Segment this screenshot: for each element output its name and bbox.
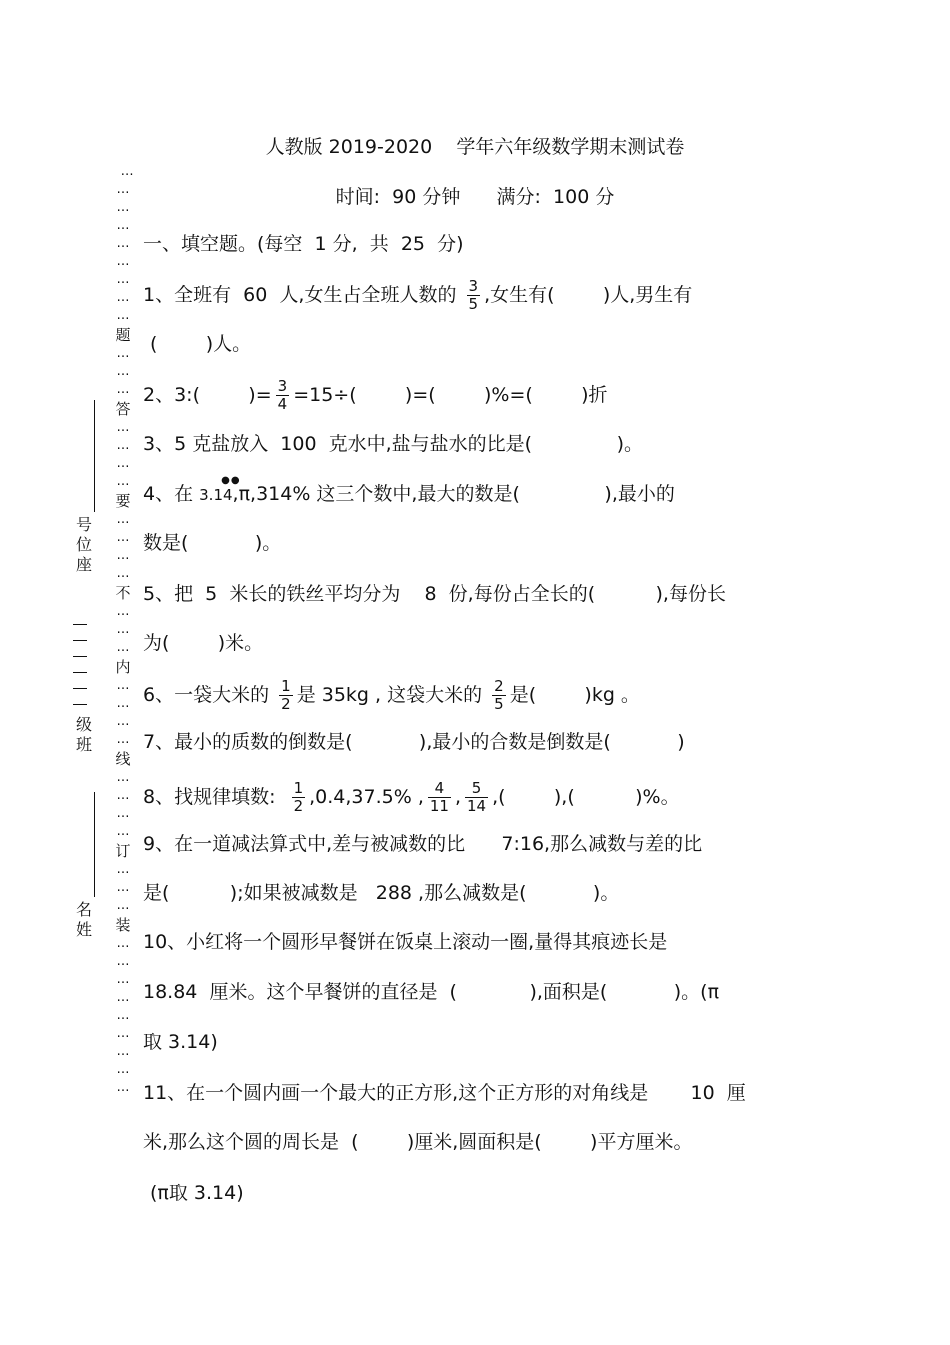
question-11-line-1: 11、在一个圆内画一个最大的正方形,这个正方形的对角线是 10 厘	[143, 1082, 746, 1104]
margin-word-yao: 要	[115, 492, 131, 510]
q1-text-b: ,女生有( )人,男生有	[484, 284, 693, 306]
margin-word-da: 答	[115, 400, 131, 418]
question-11-line-2: 米,那么这个圆的周长是 ( )厘米,圆面积是( )平方厘米。	[143, 1131, 693, 1153]
margin-word-xian: 线	[115, 750, 131, 768]
margin-dots: … … … … … … … … …	[116, 164, 134, 323]
question-4-line-1	[143, 475, 675, 508]
margin-word-nei: 内	[115, 658, 131, 676]
question-2	[143, 378, 608, 413]
q6-text-c: 是( )kg 。	[509, 684, 640, 706]
name-label: 名姓	[75, 900, 92, 939]
class-dash	[73, 672, 87, 673]
question-10-line-1: 10、小红将一个圆形早餐饼在饭桌上滚动一圈,量得其痕迹长是	[143, 931, 668, 953]
fraction-2-5	[492, 678, 506, 713]
margin-dots: … … … …	[116, 420, 130, 489]
margin-dots: … … …	[116, 346, 130, 397]
class-dash	[73, 624, 87, 625]
seat-label: 号位座	[75, 515, 92, 574]
repeating-dots: ●●	[221, 475, 241, 486]
q2-text-b: =15÷( )=( )%=( )折	[293, 384, 608, 406]
margin-word-bu: 不	[115, 584, 131, 602]
repeating-number: 3.14	[199, 486, 233, 504]
fraction-numerator: 3	[468, 277, 479, 295]
margin-dots: … … …	[116, 862, 130, 913]
q1-text-a: 1、全班有 60 人,女生占全班人数的	[143, 284, 463, 306]
margin-dots: … … … …	[116, 512, 130, 581]
question-5-line-1: 5、把 5 米长的铁丝平均分为 8 份,每份占全长的( ),每份长	[143, 583, 726, 605]
fraction-denominator: 11	[429, 797, 449, 815]
fraction-denominator: 4	[277, 395, 288, 413]
question-10-line-3: 取 3.14)	[143, 1031, 218, 1053]
question-7: 7、最小的质数的倒数是( ),最小的合数是倒数是( )	[143, 731, 685, 753]
class-dash	[73, 704, 87, 705]
margin-dots: … … … …	[116, 770, 130, 839]
question-8	[143, 780, 680, 815]
margin-word-zhuang: 装	[115, 916, 131, 934]
exam-title: 人教版 2019-2020 学年六年级数学期末测试卷	[265, 136, 685, 158]
question-9-line-2: 是( );如果被减数是 288 ,那么减数是( )。	[143, 882, 620, 904]
fraction-denominator: 5	[494, 695, 504, 713]
q4-text-b: ,π,314% 这三个数中,最大的数是( ),最小的	[232, 483, 675, 505]
fraction-3-4	[276, 378, 290, 413]
binding-margin-column	[112, 145, 134, 1097]
fraction-numerator: 2	[494, 677, 504, 695]
q8-text-d: ,( ),( )%。	[492, 786, 680, 808]
q2-text-a: 2、3:( )=	[143, 384, 272, 406]
seat-line	[94, 400, 95, 512]
class-dash	[73, 640, 87, 641]
question-10-line-2: 18.84 厘米。这个早餐饼的直径是 ( ),面积是( )。(π	[143, 981, 720, 1003]
repeating-decimal	[199, 475, 241, 508]
class-dash	[73, 688, 87, 689]
section-heading: 一、填空题。(每空 1 分, 共 25 分)	[143, 233, 464, 255]
question-1-line-1	[143, 278, 692, 313]
question-4-line-2: 数是( )。	[143, 532, 282, 554]
fraction-4-11	[428, 780, 451, 815]
margin-word-ti: 题	[115, 326, 131, 344]
q8-text-c: ,	[454, 786, 461, 808]
question-5-line-2: 为( )米。	[143, 632, 264, 654]
name-line	[94, 792, 95, 897]
fraction-denominator: 14	[467, 797, 487, 815]
q8-text-b: ,0.4,37.5% ,	[309, 786, 424, 808]
fraction-3-5	[467, 278, 481, 313]
fraction-numerator: 5	[465, 780, 488, 798]
fraction-denominator: 5	[468, 295, 479, 313]
margin-dots: … … …	[116, 604, 130, 655]
question-11-line-3: (π取 3.14)	[150, 1182, 244, 1204]
fraction-5-14	[465, 780, 488, 815]
fraction-numerator: 1	[293, 779, 304, 797]
question-6	[143, 678, 640, 713]
question-1-line-2: ( )人。	[150, 333, 252, 355]
q4-text-a: 4、在	[143, 483, 200, 505]
class-label: 级班	[75, 715, 92, 754]
fraction-denominator: 2	[281, 695, 291, 713]
margin-dots: … … … …	[116, 678, 130, 747]
exam-subtitle: 时间: 90 分钟 满分: 100 分	[335, 186, 615, 208]
margin-word-ding: 订	[115, 842, 131, 860]
question-3: 3、5 克盐放入 100 克水中,盐与盐水的比是( )。	[143, 433, 644, 455]
class-dash	[73, 656, 87, 657]
question-9-line-1: 9、在一道减法算式中,差与被减数的比 7:16,那么减数与差的比	[143, 833, 703, 855]
fraction-numerator: 4	[428, 780, 451, 798]
q6-text-b: 是 35kg , 这袋大米的	[296, 684, 489, 706]
fraction-1-2	[292, 780, 306, 815]
fraction-denominator: 2	[293, 797, 304, 815]
q8-text-a: 8、找规律填数:	[143, 786, 288, 808]
fraction-numerator: 1	[281, 677, 291, 695]
fraction-numerator: 3	[277, 377, 288, 395]
fraction-1-2	[279, 678, 293, 713]
margin-dots: … … … … … … … … …	[116, 936, 130, 1095]
q6-text-a: 6、一袋大米的	[143, 684, 276, 706]
